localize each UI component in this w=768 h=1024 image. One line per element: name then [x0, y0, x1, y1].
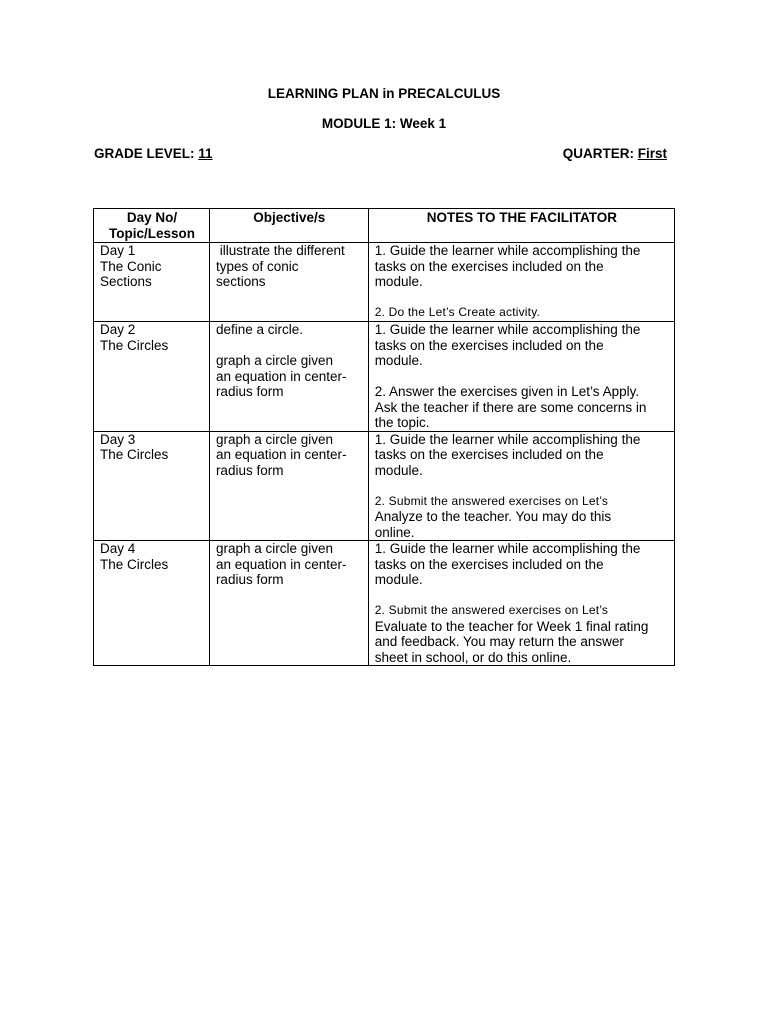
- day-label: Day 3: [100, 431, 136, 447]
- day-topic-cell: [94, 243, 210, 322]
- spacer: [375, 369, 669, 385]
- day-topic-cell: [94, 541, 210, 666]
- grade-level-value: 11: [198, 146, 213, 161]
- objective-text: graph a circle given: [215, 353, 334, 368]
- notes-cell: [368, 322, 674, 432]
- note-text: Analyze to the teacher. You may do this: [374, 509, 612, 524]
- table-row: [94, 431, 675, 541]
- spacer: [375, 290, 669, 306]
- objective-text: define a circle.: [215, 322, 303, 337]
- note-text: sheet in school, or do this online.: [374, 649, 572, 665]
- objective-text: an equation in center-: [215, 556, 347, 572]
- note-text: 2. Do the Let’s Create activity.: [374, 305, 541, 319]
- note-text: module.: [374, 462, 423, 478]
- note-text: 1. Guide the learner while accomplishing the: [374, 243, 641, 258]
- note-text: module.: [374, 274, 423, 289]
- objective-text: an equation in center-: [215, 447, 347, 462]
- notes-cell: [368, 431, 674, 541]
- grade-level: [94, 146, 213, 161]
- topic-label: The Circles: [100, 447, 169, 462]
- objective-cell: [209, 541, 368, 666]
- note-text: module.: [374, 353, 423, 368]
- header-topic-label: Topic/Lesson: [108, 225, 195, 241]
- note-text: Ask the teacher if there are some concerns in: [374, 399, 647, 415]
- objective-cell: [209, 322, 368, 432]
- spacer: [216, 338, 363, 354]
- note-text: module.: [374, 572, 423, 587]
- note-text: tasks on the exercises included on the: [374, 556, 604, 572]
- note-text: 2. Submit the answered exercises on Let’s: [374, 603, 609, 617]
- note-text: and feedback. You may return the answer: [374, 634, 624, 649]
- note-text: online.: [374, 524, 415, 540]
- header-notes: NOTES TO THE FACILITATOR: [368, 209, 674, 243]
- objective-text: radius form: [215, 384, 284, 399]
- table-row: [94, 243, 675, 322]
- note-text: tasks on the exercises included on the: [374, 258, 604, 274]
- quarter-value: First: [637, 146, 667, 161]
- day-label: Day 4: [100, 541, 136, 556]
- topic-label: Sections: [100, 274, 152, 289]
- topic-label: The Circles: [100, 556, 169, 572]
- note-text: 1. Guide the learner while accomplishing the: [374, 541, 641, 556]
- note-text: 1. Guide the learner while accomplishing the: [374, 431, 641, 447]
- document-title: LEARNING PLAN in PRECALCULUS: [267, 86, 501, 101]
- header-day-label: Day No/: [126, 210, 178, 225]
- objective-text: graph a circle given: [215, 541, 334, 556]
- learning-plan-table: [93, 208, 675, 666]
- header-objectives: Objective/s: [209, 209, 368, 243]
- table-header-row: [94, 209, 675, 243]
- quarter-label: QUARTER:: [562, 146, 634, 161]
- objective-cell: [209, 431, 368, 541]
- grade-level-label: GRADE LEVEL:: [94, 146, 195, 161]
- notes-cell: [368, 541, 674, 666]
- table-row: [94, 541, 675, 666]
- note-text: Evaluate to the teacher for Week 1 final rating: [374, 618, 649, 634]
- objective-text: types of conic: [215, 258, 299, 274]
- spacer: [375, 478, 669, 494]
- day-topic-cell: [94, 322, 210, 432]
- note-text: 2. Answer the exercises given in Let’s Apply.: [374, 384, 640, 399]
- day-label: Day 1: [100, 243, 136, 258]
- note-text: tasks on the exercises included on the: [374, 447, 604, 462]
- quarter: [563, 146, 667, 161]
- spacer: [375, 588, 669, 604]
- objective-text: an equation in center-: [215, 368, 347, 384]
- objective-text: sections: [215, 274, 266, 289]
- objective-text: radius form: [215, 462, 284, 478]
- header-day-topic: [94, 209, 210, 243]
- note-text: 1. Guide the learner while accomplishing the: [374, 322, 641, 337]
- objective-text: illustrate the different: [215, 243, 345, 258]
- table-row: [94, 322, 675, 432]
- note-text: 2. Submit the answered exercises on Let’s: [374, 493, 609, 508]
- module-title: MODULE 1: Week 1: [321, 116, 447, 131]
- topic-label: The Circles: [100, 337, 169, 353]
- objective-cell: [209, 243, 368, 322]
- note-text: tasks on the exercises included on the: [374, 337, 604, 353]
- day-label: Day 2: [100, 322, 136, 337]
- objective-text: graph a circle given: [215, 431, 334, 447]
- day-topic-cell: [94, 431, 210, 541]
- note-text: the topic.: [374, 415, 430, 430]
- notes-cell: [368, 243, 674, 322]
- objective-text: radius form: [215, 572, 284, 587]
- topic-label: The Conic: [100, 258, 162, 274]
